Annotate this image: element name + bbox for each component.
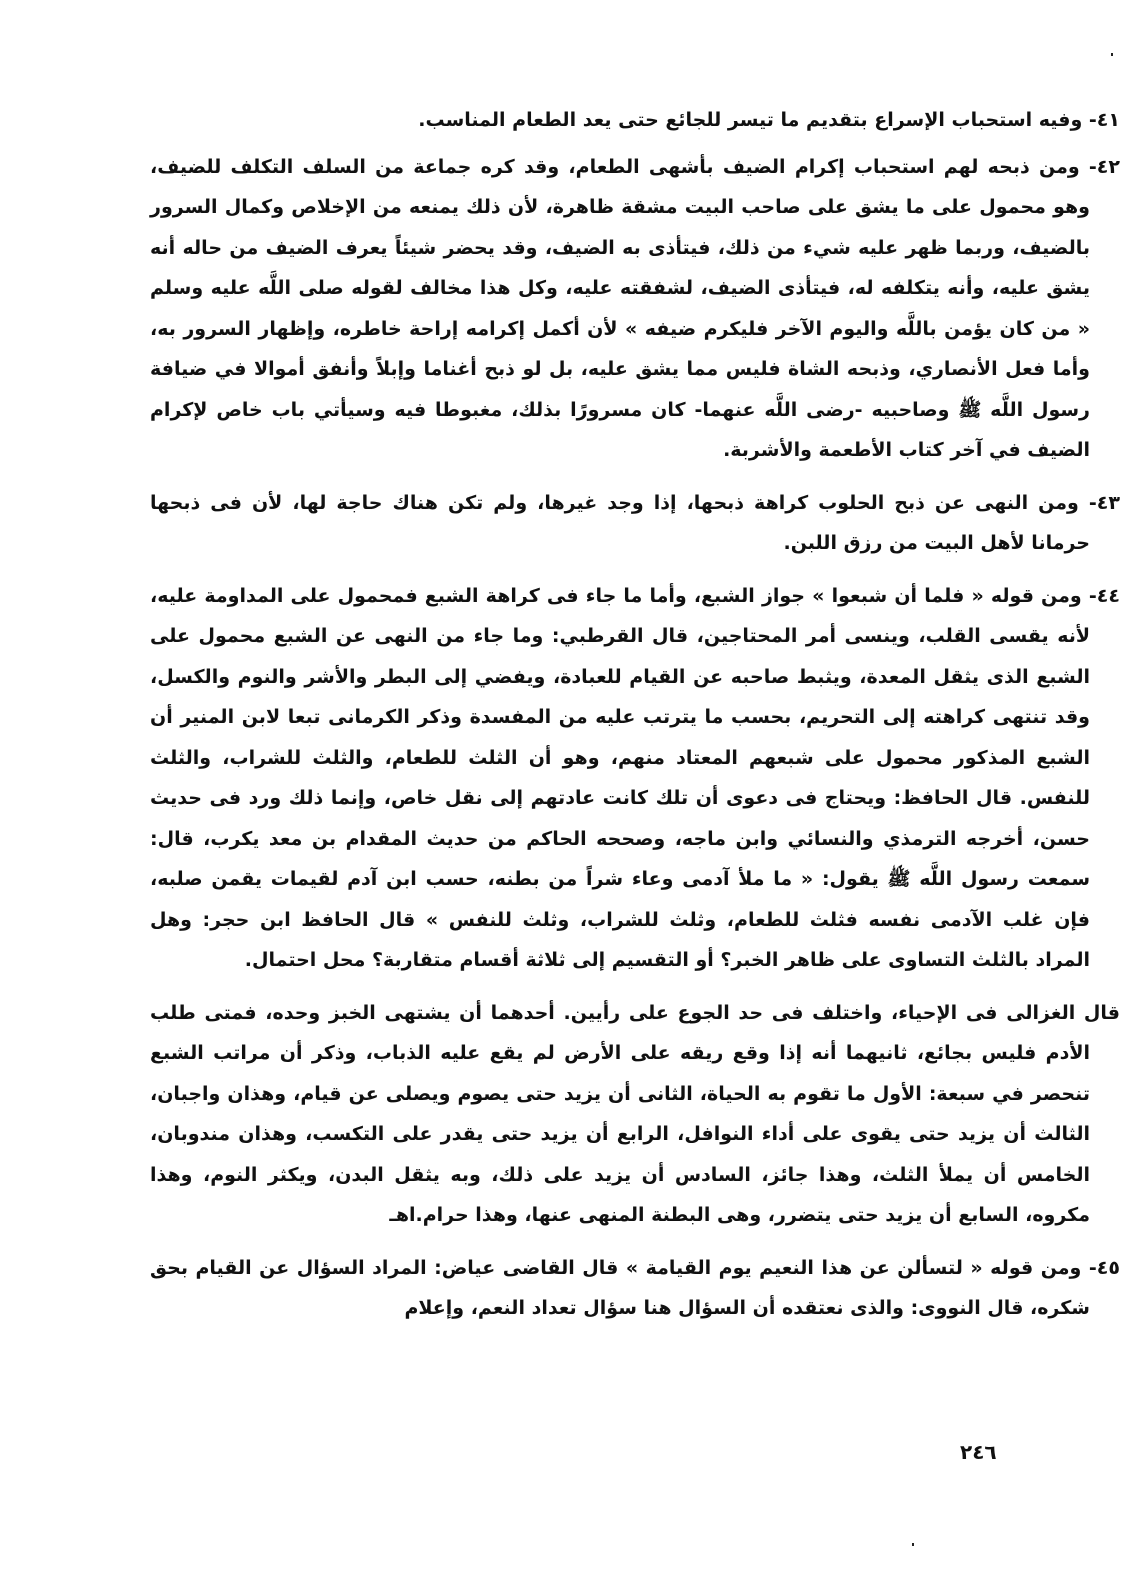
item-number: ٤٤- bbox=[1088, 584, 1120, 607]
item-number: ٤٥- bbox=[1088, 1256, 1120, 1279]
paragraph-ghazali bbox=[150, 993, 1120, 1236]
paragraph-44 bbox=[150, 576, 1120, 981]
paragraph-42 bbox=[150, 147, 1120, 471]
paragraph-41 bbox=[150, 100, 1120, 141]
item-text: قال الغزالى فى الإحياء، واختلف فى حد الجوع على رأيين. أحدهما أن يشتهى الخبز وحده، فمتى طلب الأدم فليس بجائع، ثانيهما أنه إذا وقع ريقه على الأرض لم يقع عليه الذباب، وذكر أن مراتب الشبع تنحصر في سبعة: الأول ما تقوم به الحياة، الثانى أن يزيد حتى يصوم ويصلى عن قيام، وهذان واجبان، الثالث أن يزيد حتى يقوى على أداء النوافل، الرابع أن يزيد حتى يقدر على التكسب، وهذان مندوبان، الخامس أن يملأ الثلث، وهذا جائز، السادس أن يزيد على ذلك، وبه يثقل البدن، ويكثر النوم، وهذا مكروه، السابع أن يزيد حتى يتضرر، وهى البطنة المنهى عنها، وهذا حرام.اهـ bbox=[150, 1001, 1120, 1226]
item-text: ومن قوله « فلما أن شبعوا » جواز الشبع، وأما ما جاء فى كراهة الشبع فمحمول على المداومة عليه، لأنه يقسى القلب، وينسى أمر المحتاجين، قال القرطبي: وما جاء من النهى عن الشبع محمول على الشبع الذى يثقل المعدة، ويثبط صاحبه عن القيام للعبادة، ويفضي إلى البطر والأشر والنوم والكسل، وقد تنتهى كراهته إلى التحريم، بحسب ما يترتب عليه من المفسدة وذكر الكرمانى تبعا لابن المنير أن الشبع المذكور محمول على شبعهم المعتاد منهم، وهو أن الثلث للطعام، والثلث للشراب، والثلث للنفس. قال الحافظ: ويحتاج فى دعوى أن تلك كانت عادتهم إلى نقل خاص، وإنما ذلك ورد فى حديث حسن، أخرجه الترمذي والنسائي وابن ماجه، وصححه الحاكم من حديث المقدام بن معد يكرب، قال: سمعت رسول اللَّه ﷺ يقول: « ما ملأ آدمى وعاء شراً من بطنه، حسب ابن آدم لقيمات يقمن صلبه، فإن غلب الآدمى نفسه فثلث للطعام، وثلث للشراب، وثلث للنفس » قال الحافظ ابن حجر: وهل المراد بالثلث التساوى على ظاهر الخبر؟ أو التقسيم إلى ثلاثة أقسام متقاربة؟ محل احتمال. bbox=[150, 584, 1090, 971]
item-text: ومن النهى عن ذبح الحلوب كراهة ذبحها، إذا وجد غيرها، ولم تكن هناك حاجة لها، لأن فى ذبحها حرمانا لأهل البيت من رزق اللبن. bbox=[150, 491, 1090, 554]
item-text: ومن قوله « لتسألن عن هذا النعيم يوم القيامة » قال القاضى عياض: المراد السؤال عن القيام بحق شكره، قال النووى: والذى نعتقده أن السؤال هنا سؤال تعداد النعم، وإعلام bbox=[150, 1256, 1090, 1319]
item-number: ٤١- bbox=[1088, 109, 1120, 131]
item-number: ٤٢- bbox=[1088, 155, 1120, 178]
item-text: ومن ذبحه لهم استحباب إكرام الضيف بأشهى الطعام، وقد كره جماعة من السلف التكلف للضيف، وهو محمول على ما يشق على صاحب البيت مشقة ظاهرة، لأن ذلك يمنعه من الإخلاص وكمال السرور بالضيف، وربما ظهر عليه شيء من ذلك، فيتأذى به الضيف، وقد يحضر شيئاً يعرف الضيف من حاله أنه يشق عليه، وأنه يتكلفه له، فيتأذى الضيف، لشفقته عليه، وكل هذا مخالف لقوله صلى اللَّه عليه وسلم « من كان يؤمن باللَّه واليوم الآخر فليكرم ضيفه » لأن أكمل إكرامه إراحة خاطره، وإظهار السرور به، وأما فعل الأنصاري، وذبحه الشاة فليس مما يشق عليه، بل لو ذبح أغناما وإبلاً وأنفق أموالا في ضيافة رسول اللَّه ﷺ وصاحبيه -رضى اللَّه عنهما- كان مسرورًا بذلك، مغبوطا فيه وسيأتي باب خاص لإكرام الضيف في آخر كتاب الأطعمة والأشربة. bbox=[150, 155, 1090, 461]
document-page bbox=[150, 100, 1120, 1329]
scan-speck bbox=[1111, 53, 1113, 56]
page-number: ٢٤٦ bbox=[960, 1440, 997, 1464]
item-text: وفيه استحباب الإسراع بتقديم ما تيسر للجائع حتى يعد الطعام المناسب. bbox=[418, 109, 1083, 131]
paragraph-45 bbox=[150, 1248, 1120, 1329]
scan-speck bbox=[912, 1543, 914, 1546]
item-number: ٤٣- bbox=[1088, 491, 1120, 514]
paragraph-43 bbox=[150, 483, 1120, 564]
